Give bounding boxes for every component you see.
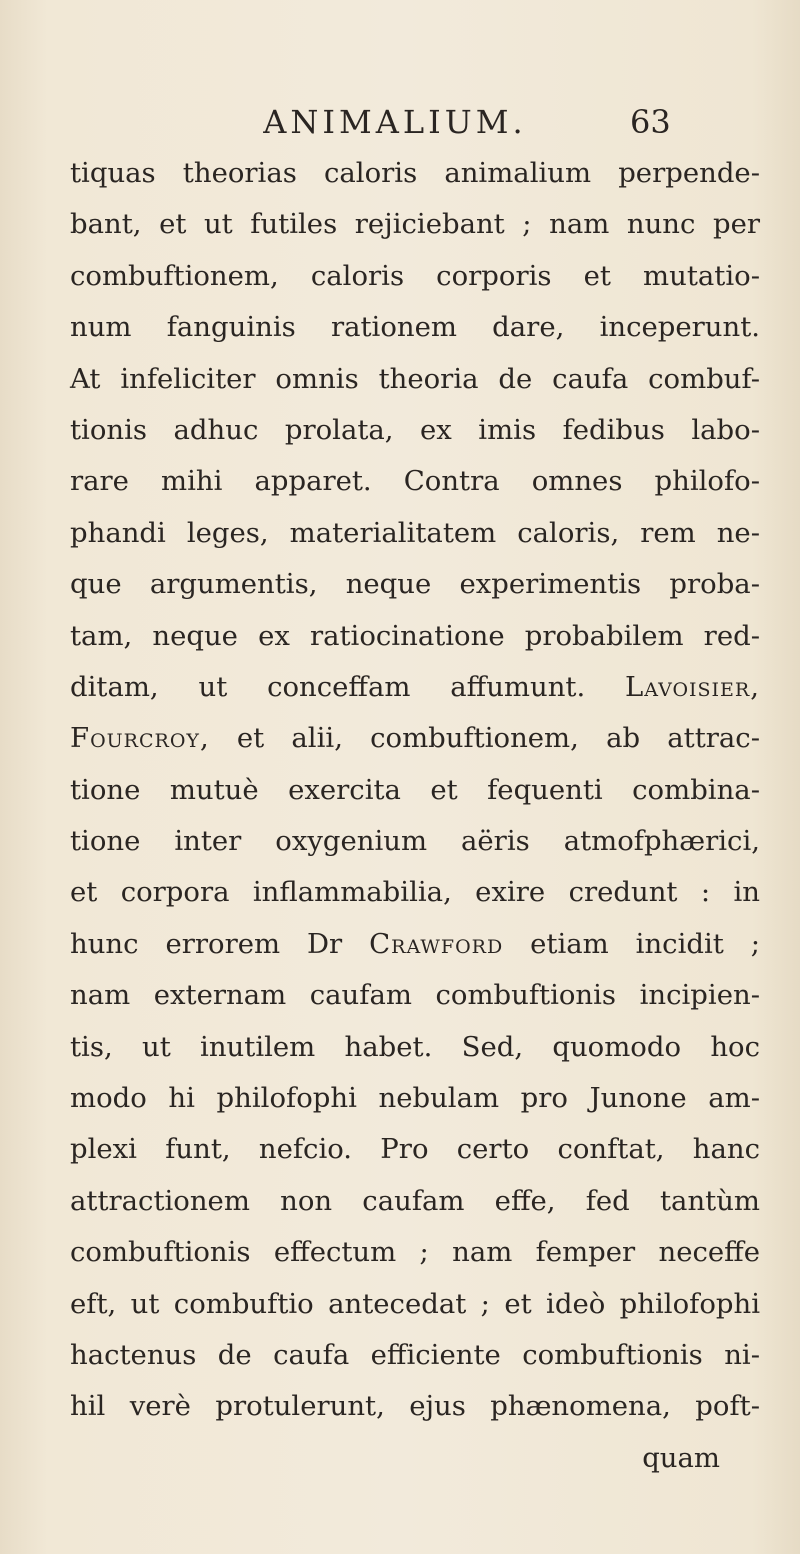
catchword: quam bbox=[642, 1441, 720, 1474]
author-name-lavoisier: Lavoisier, bbox=[625, 670, 760, 703]
text-line: At infeliciter omnis theoria de caufa combuf- bbox=[70, 362, 760, 395]
text-line: tione inter oxygenium aëris atmofphærici, bbox=[70, 825, 760, 858]
text-line: hil verè protulerunt, ejus phænomena, poft- bbox=[70, 1390, 760, 1423]
text-line: que argumentis, neque experimentis proba- bbox=[70, 568, 760, 601]
text-fragment: et alii, combuftionem, ab attrac- bbox=[236, 722, 760, 755]
text-line: eft, ut combuftio antecedat ; et ideò philofophi bbox=[70, 1287, 760, 1320]
text-line: tiquas theorias caloris animalium perpende- bbox=[70, 157, 760, 189]
text-line bbox=[70, 662, 760, 713]
author-name-crawford: Crawford bbox=[369, 927, 504, 960]
text-line: rare mihi apparet. Contra omnes philofo- bbox=[70, 465, 760, 498]
running-head: ANIMALIUM. bbox=[263, 103, 527, 141]
text-line: tis, ut inutilem habet. Sed, quomodo hoc bbox=[70, 1030, 760, 1063]
text-line bbox=[70, 713, 760, 764]
page-number: 63 bbox=[630, 103, 671, 141]
text-fragment: etiam incidit ; bbox=[530, 927, 760, 960]
text-line bbox=[70, 919, 760, 970]
text-fragment: ditam, ut conceffam affumunt. bbox=[70, 670, 586, 703]
text-line: modo hi philofophi nebulam pro Junone am- bbox=[70, 1082, 760, 1115]
author-name-fourcroy: Fourcroy, bbox=[70, 722, 210, 755]
text-line: combuftionis effectum ; nam femper neceffe bbox=[70, 1236, 760, 1269]
text-line: attractionem non caufam effe, fed tantùm bbox=[70, 1184, 760, 1217]
text-line: tione mutuè exercita et fequenti combina- bbox=[70, 773, 760, 806]
text-line: tionis adhuc prolata, ex imis fedibus labo- bbox=[70, 413, 760, 446]
text-fragment: hunc errorem Dr bbox=[70, 927, 343, 960]
text-line: phandi leges, materialitatem caloris, rem ne- bbox=[70, 516, 760, 549]
text-line: plexi funt, nefcio. Pro certo conftat, hanc bbox=[70, 1133, 760, 1166]
text-line: hactenus de caufa efficiente combuftionis ni- bbox=[70, 1338, 760, 1371]
text-line: combuftionem, caloris corporis et mutatio- bbox=[70, 259, 760, 292]
text-line: nam externam caufam combuftionis incipien- bbox=[70, 979, 760, 1012]
text-line: tam, neque ex ratiocinatione probabilem red- bbox=[70, 619, 760, 652]
body-text bbox=[70, 148, 760, 1484]
text-line: bant, et ut futiles rejiciebant ; nam nunc per bbox=[70, 208, 760, 241]
text-line: num fanguinis rationem dare, inceperunt. bbox=[70, 311, 760, 344]
text-line: et corpora inflammabilia, exire credunt : in bbox=[70, 876, 760, 909]
